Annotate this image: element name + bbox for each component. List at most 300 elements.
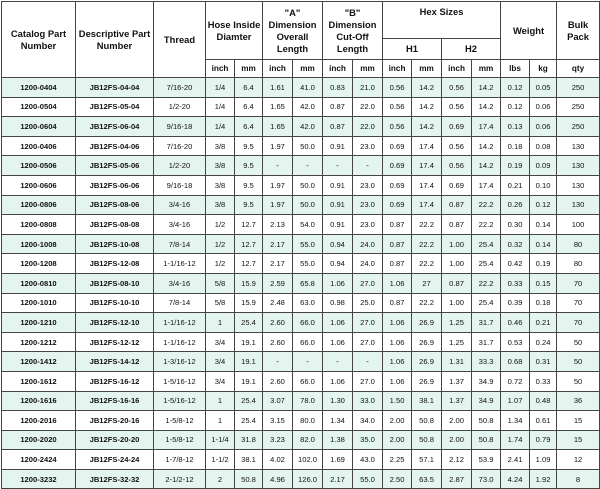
cell-h1-mm: 17.4 [412,175,442,195]
cell-hose-inch: 1/2 [206,234,235,254]
cell-b-mm: 21.0 [353,78,383,98]
cell-hose-inch: 1 [206,391,235,411]
cell-weight-kg: 0.14 [530,234,557,254]
cell-descriptive-part-number: JB12FS-12-10 [76,313,154,333]
cell-weight-lbs: 0.32 [501,234,530,254]
cell-thread: 9/16-18 [154,175,206,195]
cell-weight-lbs: 0.42 [501,254,530,274]
cell-bulk-qty: 15 [557,430,600,450]
cell-weight-lbs: 0.13 [501,117,530,137]
cell-thread: 1-3/16-12 [154,352,206,372]
cell-a-inch: 2.60 [263,313,293,333]
cell-a-inch: 3.15 [263,411,293,431]
cell-h1-inch: 0.56 [383,97,412,117]
cell-h1-mm: 63.5 [412,469,442,489]
cell-thread: 3/4-16 [154,215,206,235]
cell-catalog-part-number: 1200-2016 [2,411,76,431]
cell-weight-kg: 0.79 [530,430,557,450]
cell-thread: 7/8-14 [154,293,206,313]
cell-bulk-qty: 50 [557,352,600,372]
cell-a-mm: 50.0 [293,136,323,156]
cell-catalog-part-number: 1200-0404 [2,78,76,98]
cell-descriptive-part-number: JB12FS-10-10 [76,293,154,313]
cell-weight-lbs: 1.07 [501,391,530,411]
cell-catalog-part-number: 1200-2020 [2,430,76,450]
cell-catalog-part-number: 1200-1612 [2,371,76,391]
cell-weight-kg: 0.33 [530,371,557,391]
cell-descriptive-part-number: JB12FS-16-12 [76,371,154,391]
cell-h2-mm: 25.4 [472,254,501,274]
cell-h1-mm: 26.9 [412,352,442,372]
cell-weight-kg: 0.12 [530,195,557,215]
cell-weight-lbs: 0.18 [501,136,530,156]
cell-hose-mm: 9.5 [235,195,263,215]
table-row [2,215,600,235]
cell-weight-lbs: 4.24 [501,469,530,489]
cell-weight-kg: 0.05 [530,78,557,98]
cell-a-inch: 1.97 [263,195,293,215]
table-row [2,273,600,293]
table-row [2,430,600,450]
cell-a-mm: 50.0 [293,195,323,215]
header-weight: Weight [501,2,557,60]
cell-hose-inch: 3/8 [206,175,235,195]
cell-h1-inch: 0.69 [383,175,412,195]
cell-h2-mm: 17.4 [472,175,501,195]
cell-weight-kg: 0.24 [530,332,557,352]
cell-hose-mm: 12.7 [235,254,263,274]
cell-bulk-qty: 50 [557,371,600,391]
table-row [2,450,600,470]
cell-thread: 1-7/8-12 [154,450,206,470]
cell-hose-mm: 31.8 [235,430,263,450]
cell-b-mm: 22.0 [353,117,383,137]
cell-h2-mm: 33.3 [472,352,501,372]
cell-h2-mm: 53.9 [472,450,501,470]
cell-a-mm: 126.0 [293,469,323,489]
cell-a-inch: 4.02 [263,450,293,470]
cell-h2-mm: 34.9 [472,371,501,391]
cell-hose-mm: 25.4 [235,411,263,431]
cell-b-inch: - [323,156,353,176]
cell-catalog-part-number: 1200-2424 [2,450,76,470]
cell-h2-inch: 1.00 [442,293,472,313]
cell-h1-mm: 57.1 [412,450,442,470]
cell-h1-inch: 0.87 [383,254,412,274]
header-hex-sizes-label: Hex Sizes [419,6,464,17]
cell-b-mm: 23.0 [353,175,383,195]
cell-b-inch: 1.69 [323,450,353,470]
cell-catalog-part-number: 1200-0808 [2,215,76,235]
cell-h2-mm: 17.4 [472,117,501,137]
cell-hose-inch: 3/8 [206,156,235,176]
cell-b-mm: 23.0 [353,215,383,235]
cell-bulk-qty: 80 [557,234,600,254]
cell-bulk-qty: 15 [557,411,600,431]
table-row [2,78,600,98]
cell-thread: 1/2-20 [154,156,206,176]
cell-descriptive-part-number: JB12FS-06-04 [76,117,154,137]
cell-a-mm: 66.0 [293,332,323,352]
cell-a-mm: 41.0 [293,78,323,98]
cell-b-mm: 27.0 [353,273,383,293]
header-catalog-part-number: Catalog Part Number [2,2,76,78]
cell-b-mm: 22.0 [353,97,383,117]
cell-b-inch: 1.06 [323,313,353,333]
unit-hose-mm: mm [235,60,263,78]
unit-a-inch: inch [263,60,293,78]
unit-h2-mm: mm [472,60,501,78]
unit-h1-mm: mm [412,60,442,78]
cell-hose-inch: 3/4 [206,371,235,391]
cell-hose-mm: 38.1 [235,450,263,470]
cell-h1-inch: 0.87 [383,215,412,235]
cell-weight-lbs: 0.46 [501,313,530,333]
cell-h1-inch: 2.00 [383,430,412,450]
cell-weight-lbs: 1.74 [501,430,530,450]
cell-h1-inch: 1.06 [383,313,412,333]
cell-a-inch: 1.61 [263,78,293,98]
cell-a-mm: - [293,352,323,372]
cell-hose-inch: 2 [206,469,235,489]
cell-h2-mm: 22.2 [472,273,501,293]
cell-h1-mm: 22.2 [412,215,442,235]
cell-thread: 9/16-18 [154,117,206,137]
cell-h2-inch: 1.25 [442,313,472,333]
cell-bulk-qty: 12 [557,450,600,470]
cell-h2-mm: 14.2 [472,97,501,117]
cell-h1-mm: 17.4 [412,156,442,176]
cell-descriptive-part-number: JB12FS-05-04 [76,97,154,117]
cell-h2-inch: 0.87 [442,195,472,215]
cell-hose-mm: 19.1 [235,371,263,391]
cell-b-inch: 0.87 [323,117,353,137]
cell-descriptive-part-number: JB12FS-16-16 [76,391,154,411]
cell-a-mm: 102.0 [293,450,323,470]
cell-weight-lbs: 0.33 [501,273,530,293]
cell-a-inch: 3.23 [263,430,293,450]
cell-hose-mm: 9.5 [235,156,263,176]
table-row [2,391,600,411]
cell-weight-kg: 0.18 [530,293,557,313]
cell-hose-mm: 12.7 [235,215,263,235]
cell-weight-lbs: 0.12 [501,78,530,98]
cell-catalog-part-number: 1200-0606 [2,175,76,195]
cell-h1-inch: 2.00 [383,411,412,431]
cell-h1-mm: 50.8 [412,411,442,431]
cell-b-inch: 0.94 [323,234,353,254]
cell-catalog-part-number: 1200-0810 [2,273,76,293]
cell-descriptive-part-number: JB12FS-08-06 [76,195,154,215]
cell-hose-mm: 6.4 [235,117,263,137]
table-row [2,469,600,489]
cell-b-inch: 1.06 [323,332,353,352]
cell-b-inch: 0.91 [323,136,353,156]
cell-catalog-part-number: 1200-1208 [2,254,76,274]
cell-hose-mm: 15.9 [235,293,263,313]
cell-weight-kg: 0.19 [530,254,557,274]
cell-weight-lbs: 1.34 [501,411,530,431]
cell-hose-inch: 1/4 [206,97,235,117]
cell-h2-inch: 1.25 [442,332,472,352]
cell-b-inch: 2.17 [323,469,353,489]
cell-h2-mm: 34.9 [472,391,501,411]
cell-weight-kg: 0.15 [530,273,557,293]
cell-descriptive-part-number: JB12FS-08-10 [76,273,154,293]
cell-catalog-part-number: 1200-0406 [2,136,76,156]
cell-h2-inch: 2.00 [442,430,472,450]
hex-subheader [383,38,500,59]
cell-a-inch: 2.60 [263,332,293,352]
cell-bulk-qty: 130 [557,156,600,176]
table-row [2,156,600,176]
unit-bulk-qty: qty [557,60,600,78]
cell-descriptive-part-number: JB12FS-32-32 [76,469,154,489]
cell-weight-lbs: 0.72 [501,371,530,391]
cell-a-inch: 1.97 [263,136,293,156]
cell-h2-mm: 14.2 [472,156,501,176]
cell-b-inch: 1.30 [323,391,353,411]
cell-weight-lbs: 2.41 [501,450,530,470]
cell-a-mm: 54.0 [293,215,323,235]
cell-h2-mm: 31.7 [472,313,501,333]
cell-h1-inch: 0.69 [383,195,412,215]
cell-catalog-part-number: 1200-1010 [2,293,76,313]
cell-catalog-part-number: 1200-1210 [2,313,76,333]
cell-hose-inch: 5/8 [206,273,235,293]
cell-hose-mm: 9.5 [235,175,263,195]
cell-h2-inch: 0.56 [442,78,472,98]
cell-bulk-qty: 8 [557,469,600,489]
cell-weight-lbs: 0.12 [501,97,530,117]
cell-descriptive-part-number: JB12FS-06-06 [76,175,154,195]
cell-a-inch: 2.13 [263,215,293,235]
cell-b-mm: - [353,352,383,372]
cell-weight-lbs: 0.68 [501,352,530,372]
cell-bulk-qty: 50 [557,332,600,352]
cell-a-inch: 2.60 [263,371,293,391]
cell-a-mm: 78.0 [293,391,323,411]
cell-h2-inch: 0.69 [442,117,472,137]
cell-catalog-part-number: 1200-0604 [2,117,76,137]
cell-a-mm: 82.0 [293,430,323,450]
cell-a-mm: 50.0 [293,175,323,195]
cell-h2-mm: 25.4 [472,293,501,313]
header-hex-sizes [383,2,501,60]
header-descriptive-part-number: Descriptive Part Number [76,2,154,78]
cell-a-inch: 2.17 [263,254,293,274]
cell-h1-mm: 26.9 [412,371,442,391]
table-row [2,117,600,137]
cell-hose-inch: 1/4 [206,78,235,98]
cell-thread: 1-1/16-12 [154,313,206,333]
cell-weight-lbs: 0.39 [501,293,530,313]
cell-hose-inch: 1/2 [206,254,235,274]
cell-h1-inch: 1.50 [383,391,412,411]
header-h2: H2 [442,39,501,60]
cell-h1-inch: 2.25 [383,450,412,470]
cell-h1-mm: 17.4 [412,195,442,215]
header-a-dimension: "A" Dimension Overall Length [263,2,323,60]
cell-thread: 1-5/8-12 [154,411,206,431]
cell-thread: 1-5/16-12 [154,371,206,391]
cell-descriptive-part-number: JB12FS-20-20 [76,430,154,450]
cell-h1-inch: 1.06 [383,352,412,372]
cell-b-mm: 23.0 [353,136,383,156]
unit-hose-inch: inch [206,60,235,78]
cell-weight-kg: 0.14 [530,215,557,235]
cell-hose-mm: 12.7 [235,234,263,254]
cell-h2-mm: 14.2 [472,78,501,98]
table-row [2,195,600,215]
cell-bulk-qty: 70 [557,313,600,333]
cell-h2-inch: 0.69 [442,175,472,195]
cell-b-mm: 55.0 [353,469,383,489]
cell-weight-kg: 0.10 [530,175,557,195]
cell-catalog-part-number: 1200-1212 [2,332,76,352]
cell-h2-inch: 2.87 [442,469,472,489]
cell-a-mm: 55.0 [293,254,323,274]
cell-weight-kg: 0.06 [530,117,557,137]
cell-a-inch: 2.17 [263,234,293,254]
header-bulk-pack: Bulk Pack [557,2,600,60]
cell-descriptive-part-number: JB12FS-04-04 [76,78,154,98]
table-row [2,293,600,313]
cell-descriptive-part-number: JB12FS-05-06 [76,156,154,176]
table-row [2,136,600,156]
cell-thread: 1/2-20 [154,97,206,117]
table-row [2,313,600,333]
unit-b-mm: mm [353,60,383,78]
cell-weight-kg: 0.21 [530,313,557,333]
cell-a-mm: 66.0 [293,371,323,391]
cell-weight-lbs: 0.30 [501,215,530,235]
cell-thread: 1-1/16-12 [154,254,206,274]
cell-catalog-part-number: 1200-1412 [2,352,76,372]
cell-h1-mm: 17.4 [412,136,442,156]
cell-hose-inch: 3/4 [206,352,235,372]
cell-hose-inch: 1/4 [206,117,235,137]
cell-bulk-qty: 130 [557,175,600,195]
table-row [2,371,600,391]
cell-b-inch: 1.06 [323,273,353,293]
cell-a-inch: 1.97 [263,175,293,195]
cell-h1-mm: 14.2 [412,97,442,117]
cell-weight-lbs: 0.26 [501,195,530,215]
cell-descriptive-part-number: JB12FS-12-12 [76,332,154,352]
cell-h2-inch: 1.37 [442,391,472,411]
cell-h2-mm: 22.2 [472,215,501,235]
cell-h2-mm: 14.2 [472,136,501,156]
cell-b-mm: - [353,156,383,176]
unit-h1-inch: inch [383,60,412,78]
cell-thread: 3/4-16 [154,273,206,293]
cell-hose-mm: 6.4 [235,78,263,98]
cell-b-inch: 0.91 [323,195,353,215]
cell-a-mm: - [293,156,323,176]
cell-hose-mm: 6.4 [235,97,263,117]
cell-hose-inch: 1 [206,411,235,431]
cell-h2-mm: 22.2 [472,195,501,215]
cell-bulk-qty: 130 [557,136,600,156]
cell-a-inch: 2.59 [263,273,293,293]
cell-h1-inch: 0.69 [383,136,412,156]
cell-thread: 1-5/8-12 [154,430,206,450]
table-row [2,97,600,117]
cell-b-inch: 1.38 [323,430,353,450]
cell-catalog-part-number: 1200-0506 [2,156,76,176]
cell-h2-inch: 1.00 [442,234,472,254]
cell-h1-inch: 1.06 [383,273,412,293]
cell-weight-kg: 1.09 [530,450,557,470]
cell-a-inch: 1.65 [263,97,293,117]
table-row [2,254,600,274]
cell-a-inch: 3.07 [263,391,293,411]
cell-h1-inch: 1.06 [383,371,412,391]
cell-b-mm: 34.0 [353,411,383,431]
unit-h2-inch: inch [442,60,472,78]
header-thread: Thread [154,2,206,78]
cell-a-inch: - [263,156,293,176]
cell-bulk-qty: 100 [557,215,600,235]
cell-b-mm: 43.0 [353,450,383,470]
cell-b-mm: 23.0 [353,195,383,215]
cell-a-mm: 55.0 [293,234,323,254]
cell-weight-kg: 0.48 [530,391,557,411]
cell-h1-mm: 38.1 [412,391,442,411]
cell-hose-inch: 3/4 [206,332,235,352]
cell-h1-mm: 26.9 [412,313,442,333]
cell-b-mm: 35.0 [353,430,383,450]
cell-hose-inch: 5/8 [206,293,235,313]
cell-catalog-part-number: 1200-3232 [2,469,76,489]
cell-bulk-qty: 130 [557,195,600,215]
cell-b-mm: 24.0 [353,234,383,254]
cell-b-inch: 0.83 [323,78,353,98]
cell-h1-inch: 2.50 [383,469,412,489]
cell-hose-mm: 19.1 [235,332,263,352]
cell-bulk-qty: 80 [557,254,600,274]
cell-h2-mm: 73.0 [472,469,501,489]
cell-hose-mm: 25.4 [235,391,263,411]
cell-hose-inch: 1/2 [206,215,235,235]
cell-b-mm: 25.0 [353,293,383,313]
cell-descriptive-part-number: JB12FS-04-06 [76,136,154,156]
header-hose-inside-diameter: Hose Inside Diamter [206,2,263,60]
cell-weight-kg: 0.08 [530,136,557,156]
cell-h1-mm: 22.2 [412,234,442,254]
cell-weight-kg: 0.06 [530,97,557,117]
cell-h2-inch: 0.56 [442,156,472,176]
cell-hose-inch: 3/8 [206,136,235,156]
cell-a-inch: 2.48 [263,293,293,313]
cell-catalog-part-number: 1200-0806 [2,195,76,215]
cell-h2-inch: 1.37 [442,371,472,391]
cell-b-inch: 0.91 [323,215,353,235]
cell-hose-mm: 19.1 [235,352,263,372]
cell-h2-inch: 0.56 [442,136,472,156]
cell-h2-inch: 1.00 [442,254,472,274]
cell-h1-mm: 14.2 [412,78,442,98]
cell-h2-inch: 1.31 [442,352,472,372]
unit-a-mm: mm [293,60,323,78]
cell-b-mm: 24.0 [353,254,383,274]
cell-bulk-qty: 250 [557,97,600,117]
cell-h1-mm: 14.2 [412,117,442,137]
header-b-dimension: "B" Dimension Cut-Off Length [323,2,383,60]
cell-hose-inch: 1-1/2 [206,450,235,470]
cell-h2-inch: 2.00 [442,411,472,431]
